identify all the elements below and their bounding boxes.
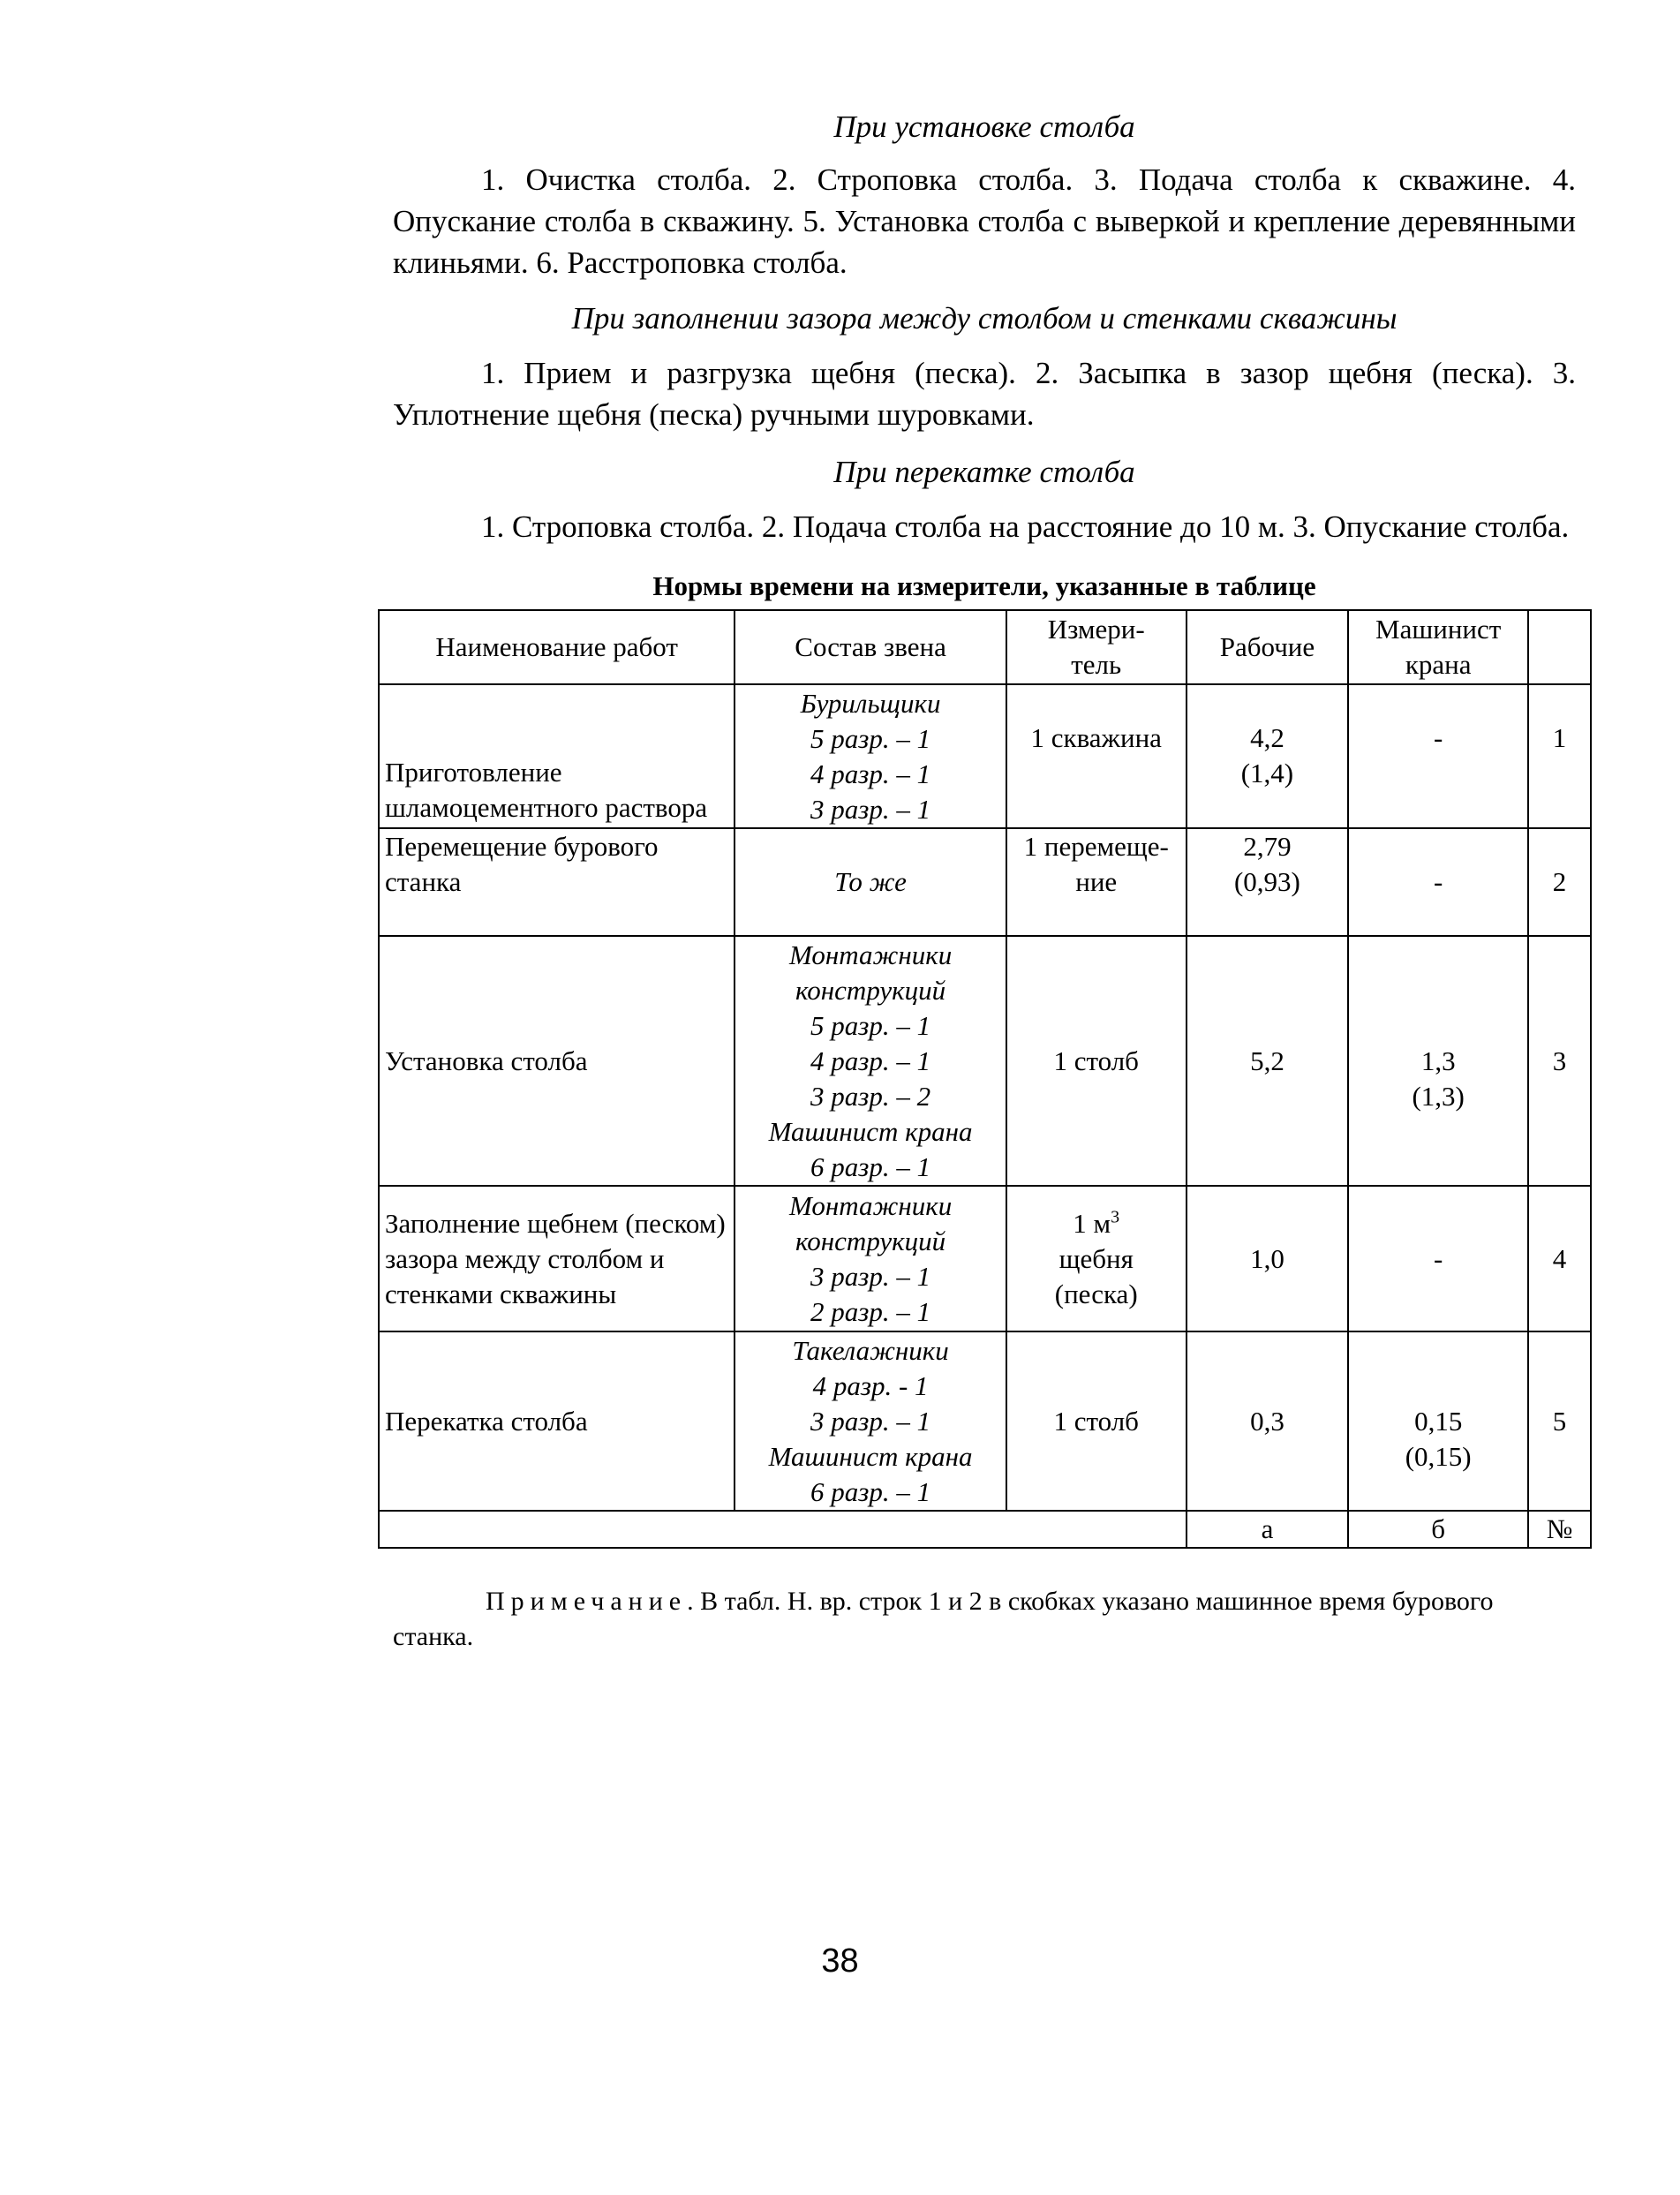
row-4-unit [1006,1186,1187,1331]
row-5-crew-line: Машинист крана [768,1440,973,1472]
row-1-workers-main: 4,2 [1250,722,1284,753]
header-operator-line-1: Машинист [1375,614,1502,645]
table-row [379,828,1591,936]
row-2-workers [1187,828,1349,936]
section-title-installation: При установке столба [833,109,1135,144]
row-4-crew-line: 3 разр. – 1 [810,1260,931,1292]
row-3-crew-line: 4 разр. – 1 [810,1045,931,1076]
row-3-unit: 1 столб [1006,936,1187,1186]
row-2-name: Перемещение бурового станка [379,828,735,936]
footer-col-b: б [1348,1511,1528,1548]
table-row [379,684,1591,828]
row-4-operator: - [1348,1186,1528,1331]
row-4-unit-line-2: щебня [1058,1242,1134,1274]
row-4-crew [735,1186,1006,1331]
row-3-crew-line: 6 разр. – 1 [810,1150,931,1182]
row-4-crew-line: 2 разр. – 1 [810,1295,931,1327]
row-5-crew-line: 6 разр. – 1 [810,1475,931,1507]
table-header-row [379,610,1591,684]
header-unit-line-1: Измери- [1047,614,1145,645]
row-5-operator [1348,1331,1528,1511]
section-text-installation: 1. Очистка столба. 2. Строповка столба. 3. Подача столба к скважине. 4. Опускание столба в скважину. 5. Установка столба с выверкой и крепление деревянными клиньями. 6. Расстроповка столба. [393,162,1576,280]
row-1-num: 1 [1528,684,1591,828]
page-number: 38 [821,1942,859,1980]
row-4-unit-main [1013,1206,1180,1241]
row-5-unit: 1 столб [1006,1331,1187,1511]
row-1-crew-line: Бурильщики [800,687,941,719]
header-unit [1006,610,1187,684]
row-2-num: 2 [1528,828,1591,936]
row-4-unit-superscript: 3 [1111,1207,1120,1227]
row-1-name: Приготовление шламоцементного раствора [379,684,735,828]
section-text-rolling: 1. Строповка столба. 2. Подача столба на расстояние до 10 м. 3. Опускание столба. [481,509,1570,544]
header-workers: Рабочие [1187,610,1349,684]
row-2-crew: То же [735,828,1006,936]
note-label: Примечание [486,1587,688,1616]
section-title-rolling: При перекатке столба [833,455,1135,489]
row-2-operator: - [1348,828,1528,936]
row-4-crew-line: Монтажники [788,1189,953,1221]
page-content [385,97,1576,1655]
header-num [1528,610,1591,684]
row-1-crew [735,684,1006,828]
row-3-crew [735,936,1006,1186]
table-caption: Нормы времени на измерители, указанные в таблице [652,570,1316,601]
row-5-crew-line: 3 разр. – 1 [810,1405,931,1437]
row-2-unit: 1 перемеще-ние [1006,828,1187,936]
row-3-operator [1348,936,1528,1186]
row-1-workers-machine: (1,4) [1240,758,1294,788]
header-crew: Состав звена [735,610,1006,684]
footer-empty [379,1511,1187,1548]
table-row [379,936,1591,1186]
table-wrapper [385,609,1576,1545]
row-5-operator-machine: (0,15) [1405,1440,1472,1472]
row-3-operator-machine: (1,3) [1412,1080,1465,1112]
section-title-filling: При заполнении зазора между столбом и стенками скважины [571,301,1397,336]
row-3-crew-line: 5 разр. – 1 [810,1009,931,1041]
header-name: Наименование работ [379,610,735,684]
row-3-operator-main: 1,3 [1420,1045,1456,1076]
section-text-filling: 1. Прием и разгрузка щебня (песка). 2. Засыпка в зазор щебня (песка). 3. Уплотнение щебня (песка) ручными шуровками. [393,356,1576,432]
table-row [379,1186,1591,1331]
row-1-operator: - [1348,684,1528,828]
row-3-crew-line: 3 разр. – 2 [810,1080,931,1112]
row-1-crew-line: 4 разр. – 1 [810,758,931,789]
row-4-name: Заполнение щебнем (песком) зазора между столбом и стенками скважины [379,1186,735,1331]
row-4-workers: 1,0 [1187,1186,1349,1331]
header-operator-line-2: крана [1405,649,1472,680]
row-5-name: Перекатка столба [379,1331,735,1511]
footer-col-a: а [1187,1511,1349,1548]
time-norms-table [378,609,1592,1549]
row-4-unit-measure: 1 м [1073,1207,1111,1239]
row-3-name: Установка столба [379,936,735,1186]
note-text: . В табл. Н. вр. строк 1 и 2 в скобках указано машинное время бурового станка. [393,1587,1494,1651]
row-1-crew-line: 5 разр. – 1 [810,722,931,754]
row-2-workers-main: 2,79 [1243,831,1292,862]
row-2-workers-machine: (0,93) [1233,866,1300,897]
row-4-crew-line: конструкций [795,1225,946,1256]
table-row [379,1331,1591,1511]
row-3-num: 3 [1528,936,1591,1186]
table-footer-row [379,1511,1591,1548]
row-4-unit-line-3: (песка) [1054,1278,1138,1309]
row-3-workers: 5,2 [1187,936,1349,1186]
row-1-unit: 1 скважина [1006,684,1187,828]
header-unit-line-2: тель [1071,649,1122,680]
row-1-workers [1187,684,1349,828]
row-3-crew-line: Монтажники [788,939,953,970]
row-5-crew [735,1331,1006,1511]
row-4-num: 4 [1528,1186,1591,1331]
table-note [393,1584,1576,1655]
header-operator [1348,610,1528,684]
row-5-operator-main: 0,15 [1414,1405,1463,1437]
row-5-num: 5 [1528,1331,1591,1511]
row-3-crew-line: конструкций [795,974,946,1006]
row-5-workers: 0,3 [1187,1331,1349,1511]
row-3-crew-line: Машинист крана [768,1115,973,1147]
row-1-crew-line: 3 разр. – 1 [810,793,931,825]
row-5-crew-line: Такелажники [792,1334,949,1366]
row-5-crew-line: 4 разр. - 1 [812,1369,929,1401]
footer-col-num: № [1528,1511,1591,1548]
